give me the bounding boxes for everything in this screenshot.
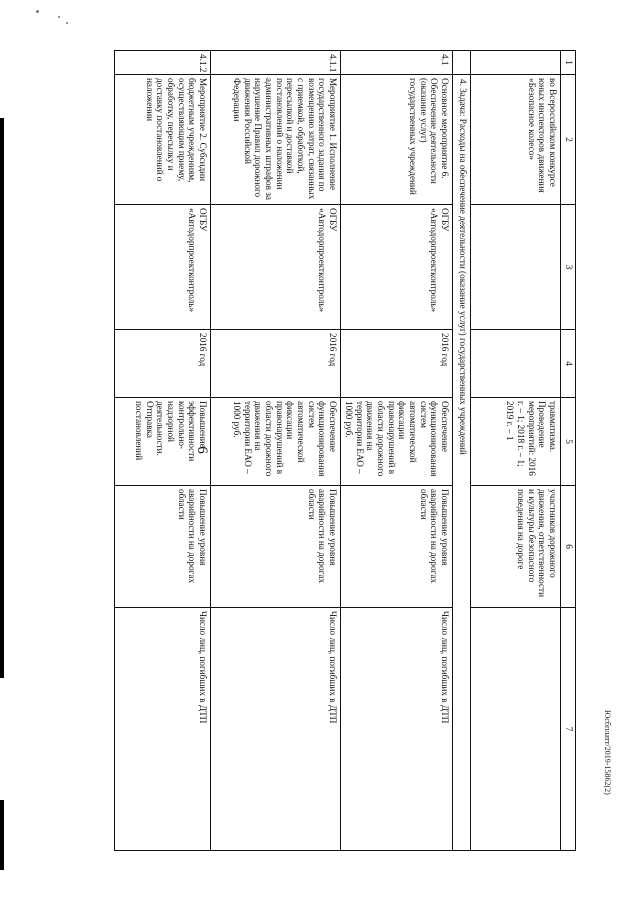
- column-number-cell: 5: [561, 398, 576, 486]
- page-number: 6: [194, 446, 210, 454]
- cell-connection: Повышение уровня аварийности на дорогах области: [115, 486, 211, 608]
- cell-term: 2016 год: [115, 330, 211, 398]
- cell-connection: Повышение уровня аварийности на дорогах области: [211, 486, 341, 608]
- cell-executor: ОГБУ «Автодорпроектконтроль»: [115, 205, 211, 330]
- cell-indicator: Число лиц, погибших в ДТП: [341, 608, 453, 851]
- cell-num: [471, 51, 561, 75]
- cell-indicator: Число лиц, погибших в ДТП: [115, 608, 211, 851]
- column-number-cell: 4: [561, 330, 576, 398]
- cell-executor: [471, 205, 561, 330]
- cell-executor: ОГБУ «Автодорпроектконтроль»: [211, 205, 341, 330]
- cell-name: Мероприятие 1. Исполнение государственного задания по возмещению затрат, связанных с приемкой, обработкой, пересылкой и доставкой постановлений о наложении административных штрафов за нарушение Правил дорожного движения Российской Федерации: [211, 75, 341, 205]
- cell-indicator: [471, 608, 561, 851]
- table-row: [471, 51, 561, 851]
- cell-num: 4.1.2: [115, 51, 211, 75]
- table-row: [341, 51, 453, 851]
- column-number-cell: 6: [561, 486, 576, 608]
- cell-name: Основное мероприятие 6. Обеспечение деятельности (оказание услуг) государственных учреждений: [341, 75, 453, 205]
- cell-result: Повышение эффективности контрольно-надзорной деятельности. Отправка постановлений: [115, 398, 211, 486]
- column-number-cell: 2: [561, 75, 576, 205]
- document-code: Юсбплатт/2019-15862(2): [603, 710, 612, 795]
- program-measures-table: [114, 50, 576, 851]
- column-number-row: [561, 51, 576, 851]
- cell-num: 4.1.1: [211, 51, 341, 75]
- cell-connection: участников дорожного движения, ответственности и культуры безопасного поведения на дороге: [471, 486, 561, 608]
- table-row: [115, 51, 211, 851]
- column-number-cell: 1: [561, 51, 576, 75]
- task-number-cell: [453, 51, 471, 75]
- column-number-cell: 7: [561, 608, 576, 851]
- cell-result: травматизма. Проведение мероприятий: 2016 г. – 1; 2018 г. – 1; 2019 г. – 1: [471, 398, 561, 486]
- table-row: [211, 51, 341, 851]
- cell-result: Обеспечение функционирования систем автоматической фиксации правонарушений в области дорожного движения на территории ЕАО – 1000 руб.: [211, 398, 341, 486]
- cell-executor: ОГБУ «Автодорпроектконтроль»: [341, 205, 453, 330]
- cell-term: 2016 год: [211, 330, 341, 398]
- cell-name: во Всероссийском конкурсе юных инспекторов движения «Безопасное колесо»: [471, 75, 561, 205]
- cell-name: Мероприятие 2. Субсидии бюджетным учреждениям, осуществляющим приему, обработку, пересылку и доставку постановлений о наложении: [115, 75, 211, 205]
- cell-term: 2016 год: [341, 330, 453, 398]
- task-title-cell: 4. Задача: Расходы на обеспечение деятельности (оказание услуг) государственных учреждений: [453, 75, 471, 851]
- cell-num: 4.1: [341, 51, 453, 75]
- cell-term: [471, 330, 561, 398]
- cell-result: Обеспечение функционирования систем автоматической фиксации правонарушений в области дорожного движения на территории ЕАО – 1000 руб.: [341, 398, 453, 486]
- task-header-row: [453, 51, 471, 851]
- cell-indicator: Число лиц, погибших в ДТП: [211, 608, 341, 851]
- cell-connection: Повышение уровня аварийности на дорогах области: [341, 486, 453, 608]
- column-number-cell: 3: [561, 205, 576, 330]
